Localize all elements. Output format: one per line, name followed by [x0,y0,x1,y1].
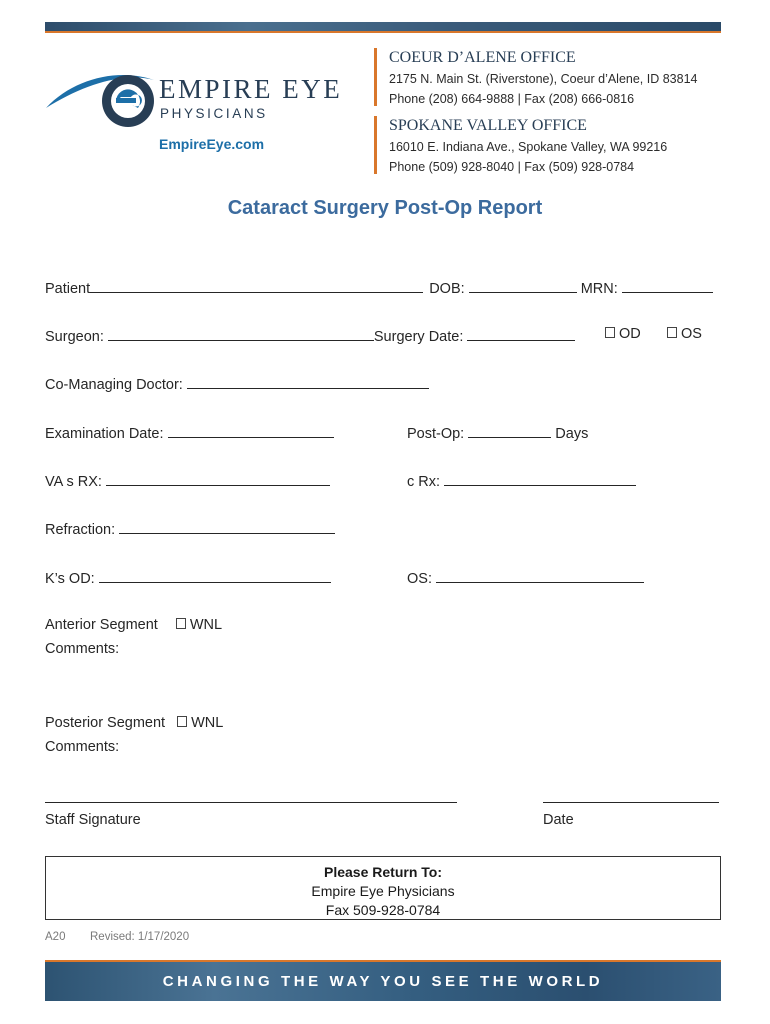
ks-od-input[interactable] [99,568,331,583]
ks-os-label: OS: [407,571,432,587]
exam-date-label: Examination Date: [45,426,164,442]
posterior-comments-label: Comments: [45,739,120,755]
ks-od-label: K’s OD: [45,571,95,587]
bottom-banner-accent [45,960,721,962]
office-2-contact: Phone (509) 928-8040 | Fax (509) 928-0784 [389,160,635,174]
office-1-title: COEUR D’ALENE OFFICE [389,49,576,66]
co-managing-label: Co-Managing Doctor: [45,377,183,393]
surgery-date-label: Surgery Date: [373,329,464,345]
od-checkbox[interactable] [605,327,615,338]
anterior-segment-label: Anterior Segment [45,617,158,633]
dob-input[interactable] [469,278,577,293]
refraction-label: Refraction: [45,522,116,538]
post-op-row [407,423,588,442]
exam-date-input[interactable] [168,423,334,438]
return-name: Empire Eye Physicians [311,883,455,899]
return-heading: Please Return To: [324,864,442,880]
report-title: Cataract Surgery Post-Op Report [227,197,543,219]
c-rx-row [407,471,636,490]
co-managing-row [45,374,429,393]
patient-row [45,278,713,297]
office-1-address: 2175 N. Main St. (Riverstone), Coeur d’Alene, ID 83814 [389,72,698,86]
tagline: CHANGING THE WAY YOU SEE THE WORLD [162,973,604,990]
c-rx-label: c Rx: [407,474,441,490]
top-banner-band [45,22,721,33]
anterior-segment-row [45,617,222,633]
return-fax: Fax 509-928-0784 [325,902,441,918]
os-checkbox-group[interactable] [667,326,702,342]
ks-od-row [45,568,331,587]
post-op-input[interactable] [468,423,551,438]
brand-website-link[interactable]: EmpireEye.com [159,136,265,152]
c-rx-input[interactable] [444,471,636,486]
os-checkbox[interactable] [667,327,677,338]
va-rx-row [45,471,330,490]
brand-subtitle: PHYSICIANS [160,106,268,121]
top-banner-accent [45,31,721,33]
posterior-wnl-label: WNL [191,715,224,731]
anterior-wnl-label: WNL [189,617,223,633]
exam-date-row [45,423,334,442]
patient-input[interactable] [90,278,423,293]
posterior-segment-label: Posterior Segment [45,715,166,731]
office-divider-2 [374,116,377,174]
surgery-date-input[interactable] [467,326,575,341]
office-1-contact: Phone (208) 664-9888 | Fax (208) 666-0816 [389,92,635,106]
posterior-segment-row [45,715,223,731]
days-label: Days [555,426,589,442]
ks-os-input[interactable] [436,568,644,583]
office-divider-1 [374,48,377,106]
surgeon-label: Surgeon: [45,329,104,345]
post-op-label: Post-Op: [407,426,465,442]
brand-name: EMPIRE EYE [159,74,343,104]
staff-signature-label: Staff Signature [45,812,141,828]
revision-date: Revised: 1/17/2020 [90,931,190,943]
refraction-input[interactable] [119,519,335,534]
co-managing-input[interactable] [187,374,429,389]
date-signature-line[interactable] [543,802,719,803]
refraction-row [45,519,335,538]
bottom-banner [45,960,721,1001]
dob-label: DOB: [429,281,465,297]
return-to-box [45,856,721,920]
os-label: OS [681,326,702,342]
surgeon-input[interactable] [108,326,374,341]
mrn-input[interactable] [622,278,713,293]
anterior-comments-label: Comments: [45,641,120,657]
od-checkbox-group[interactable] [605,326,641,342]
patient-label: Patient [45,281,91,297]
office-2-address: 16010 E. Indiana Ave., Spokane Valley, WA 99216 [389,140,668,154]
va-rx-label: VA s RX: [45,474,102,490]
date-label: Date [543,812,574,828]
mrn-label: MRN: [580,281,618,297]
surgeon-row [45,326,575,345]
anterior-wnl-checkbox[interactable] [176,618,186,629]
posterior-wnl-checkbox[interactable] [177,716,187,727]
office-2-title: SPOKANE VALLEY OFFICE [389,117,587,134]
va-rx-input[interactable] [106,471,330,486]
ks-os-row [407,568,644,587]
od-label: OD [619,326,641,342]
form-code: A20 [45,931,66,943]
staff-signature-line[interactable] [45,802,457,803]
